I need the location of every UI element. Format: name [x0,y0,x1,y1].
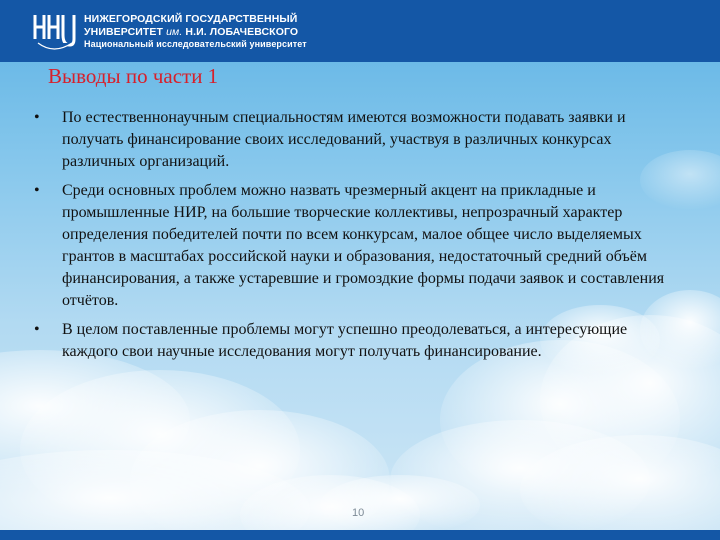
bullet-list [34,107,674,370]
page-number: 10 [352,507,365,519]
slide-title: Выводы по части 1 [48,64,219,88]
university-logo-icon [32,9,76,53]
university-line-2-prefix: УНИВЕРСИТЕТ [84,25,164,38]
bullet-item-3 [34,319,674,363]
university-line-1: НИЖЕГОРОДСКИЙ ГОСУДАРСТВЕННЫЙ [84,13,298,25]
university-line-2-name: Н.И. ЛОБАЧЕВСКОГО [185,25,299,38]
university-line-3: Национальный исследовательский университет [84,39,307,49]
university-line-2-im: им. [166,25,183,38]
bullet-text-3: В целом поставленные проблемы могут успешно преодолеваться, а интересующие каждого свои научные исследования могут получать финансирование. [62,321,628,360]
footer-bar [0,530,720,540]
bullet-marker: • [34,182,40,199]
bullet-marker: • [34,109,40,126]
university-name [84,13,307,51]
university-line-2 [84,26,307,39]
bullet-marker: • [34,321,40,338]
bullet-item-2 [34,180,674,312]
bullet-item-1 [34,107,674,173]
bullet-text-2: Среди основных проблем можно назвать чрезмерный акцент на прикладные и промышленные НИР, на большие творческие коллективы, непрозрачный характер определения победителей почти по всем конкурсам, малое общее число выделяемых грантов в масштабах российской науки и образования, недостаточный средний объём финансирования, а также устаревшие и громоздкие формы подачи заявок и составления отчётов. [62,182,665,309]
header-bar [0,0,720,62]
bullet-text-1: По естественнонаучным специальностям имеются возможности подавать заявки и получать финансирование своих исследований, участвуя в различных конкурсах различных организаций. [62,109,626,170]
